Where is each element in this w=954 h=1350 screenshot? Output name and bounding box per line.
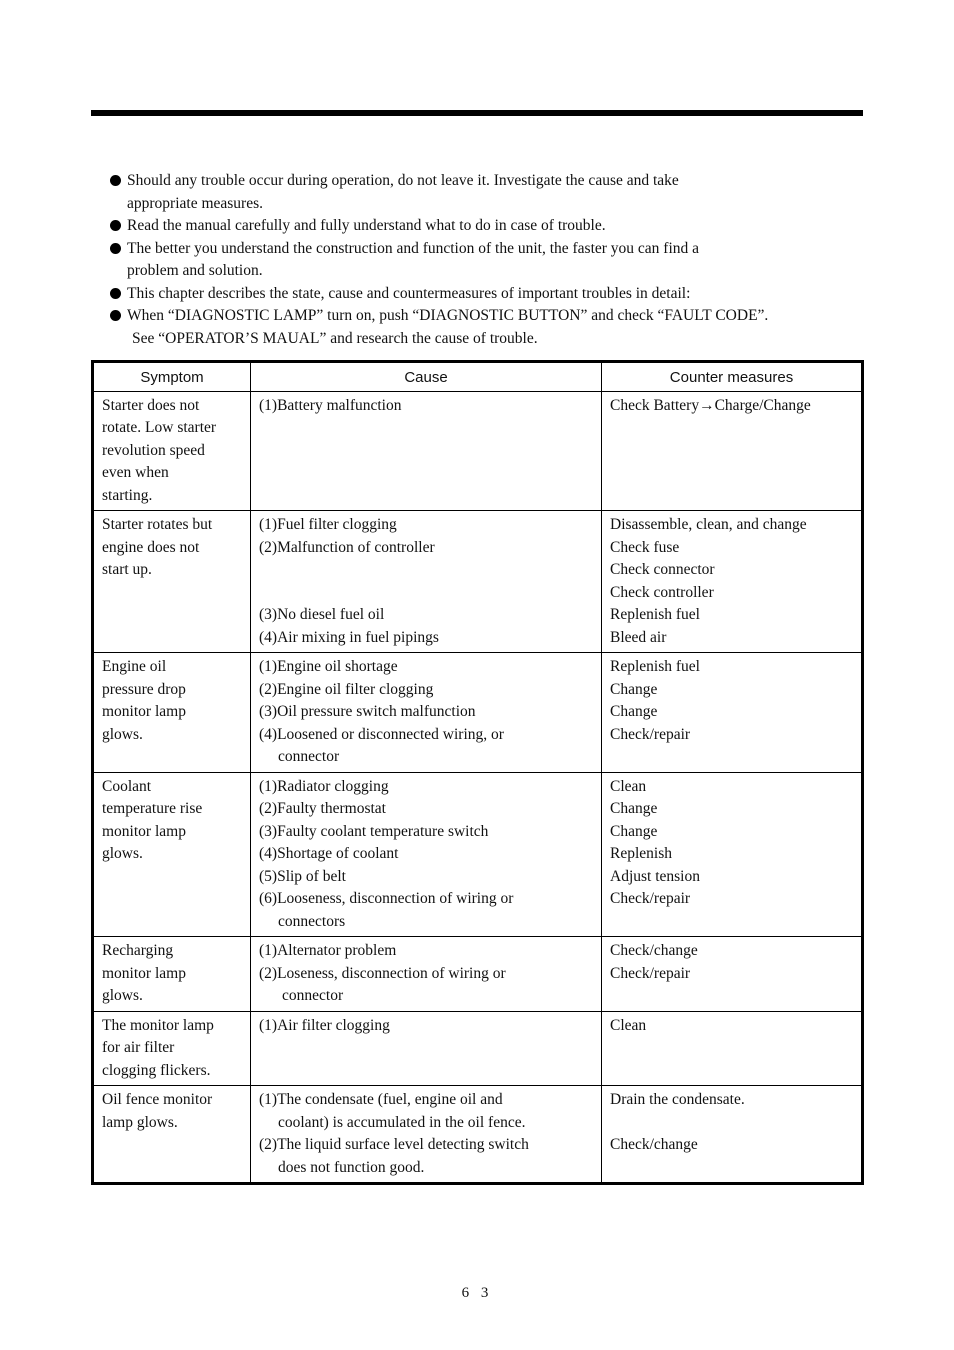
spacer [259, 582, 593, 605]
cause-line: (1)Battery malfunction [259, 396, 402, 414]
table-row [93, 1011, 863, 1086]
symptom-line: clogging flickers. [102, 1061, 211, 1079]
cause-line: (1)Alternator problem [259, 942, 397, 959]
table-row [93, 1086, 863, 1184]
symptom-line: starting. [102, 486, 153, 504]
symptom-line: monitor lamp [102, 703, 186, 720]
note-item [108, 305, 850, 350]
cause-line: does not function good. [278, 1158, 425, 1176]
counter-line: Change [610, 800, 658, 817]
header-cause: Cause [251, 362, 602, 392]
note-item [108, 170, 850, 215]
symptom-line: lamp glows. [102, 1113, 178, 1131]
cause-line: (4)Air mixing in fuel pipings [259, 628, 439, 646]
symptom-line: for air filter [102, 1039, 175, 1056]
symptom-line: start up. [102, 561, 152, 578]
counter-cell [602, 1011, 863, 1086]
spacer [610, 1112, 853, 1135]
note-text: Read the manual carefully and fully understand what to do in case of trouble. [127, 217, 606, 234]
cause-line: (1)The condensate (fuel, engine oil and [259, 1091, 503, 1108]
cause-line: (3)Faulty coolant temperature switch [259, 822, 489, 840]
cause-cell [251, 511, 602, 653]
counter-cell [602, 1086, 863, 1184]
cause-line: (4)Loosened or disconnected wiring, or [259, 725, 504, 743]
header-symptom: Symptom [93, 362, 251, 392]
page-number: 6 3 [461, 1285, 493, 1301]
cause-line: (2)Faulty thermostat [259, 800, 386, 817]
symptom-line: Coolant [102, 777, 152, 795]
counter-line: Change [610, 822, 658, 840]
cause-line: connector [282, 987, 344, 1004]
bullet-icon [110, 175, 121, 186]
symptom-cell [93, 1011, 251, 1086]
symptom-cell [93, 391, 251, 511]
counter-line: Check/change [610, 942, 698, 959]
counter-line: Check fuse [610, 538, 680, 556]
cause-line: (2)Engine oil filter clogging [259, 680, 434, 698]
note-text: When “DIAGNOSTIC LAMP” turn on, push “DIAGNOSTIC BUTTON” and check “FAULT CODE”. [127, 307, 769, 324]
symptom-line: engine does not [102, 538, 200, 556]
symptom-cell [93, 511, 251, 653]
symptom-line: Starter does not [102, 396, 200, 414]
table-header-row [93, 362, 863, 392]
symptom-line: temperature rise [102, 800, 203, 817]
counter-cell [602, 772, 863, 937]
counter-line: Check connector [610, 561, 715, 578]
symptom-line: rotate. Low starter [102, 419, 217, 436]
cause-line: connectors [278, 912, 346, 930]
table-row [93, 937, 863, 1012]
counter-line: Check Battery→Charge/Change [610, 396, 811, 414]
counter-line: Check controller [610, 583, 714, 601]
note-item [108, 215, 850, 238]
notes-list [108, 170, 850, 350]
cause-line: (5)Slip of belt [259, 867, 346, 885]
symptom-line: The monitor lamp [102, 1016, 214, 1034]
cause-line: (2)Loseness, disconnection of wiring or [259, 964, 506, 982]
spacer [259, 559, 593, 582]
counter-line: Check/repair [610, 964, 691, 982]
counter-line: Check/repair [610, 725, 691, 743]
symptom-cell [93, 772, 251, 937]
cause-line: (2)The liquid surface level detecting switch [259, 1136, 529, 1153]
counter-line: Replenish fuel [610, 606, 700, 623]
note-text: The better you understand the construction and function of the unit, the faster you can find a [127, 239, 700, 257]
note-text-cont: See “OPERATOR’S MAUAL” and research the cause of trouble. [132, 329, 538, 347]
cause-line: (1)Air filter clogging [259, 1016, 390, 1034]
counter-line: Bleed air [610, 628, 667, 646]
troubleshooting-table [91, 360, 864, 1185]
cause-cell [251, 937, 602, 1012]
note-item [108, 283, 850, 306]
top-rule [91, 110, 863, 116]
symptom-cell [93, 937, 251, 1012]
counter-line: Replenish [610, 845, 672, 862]
bullet-icon [110, 310, 121, 321]
counter-line: Replenish fuel [610, 658, 700, 675]
note-text: Should any trouble occur during operation, do not leave it. Investigate the cause and take [127, 172, 679, 189]
counter-line: Change [610, 680, 658, 698]
counter-cell [602, 937, 863, 1012]
header-counter-measures: Counter measures [602, 362, 863, 392]
cause-line: (1)Fuel filter clogging [259, 516, 397, 533]
table-row [93, 511, 863, 653]
note-text: This chapter describes the state, cause and countermeasures of important troubles in detail: [127, 284, 691, 302]
counter-line: Check/repair [610, 890, 691, 907]
counter-cell [602, 391, 863, 511]
cause-cell [251, 653, 602, 773]
cause-cell [251, 1011, 602, 1086]
note-text-cont: problem and solution. [127, 262, 263, 279]
counter-line: Adjust tension [610, 867, 700, 885]
cause-line: (3)Oil pressure switch malfunction [259, 703, 476, 720]
cause-line: (4)Shortage of coolant [259, 845, 399, 862]
cause-line: (3)No diesel fuel oil [259, 606, 385, 623]
bullet-icon [110, 243, 121, 254]
counter-line: Check/change [610, 1136, 698, 1153]
counter-line: Disassemble, clean, and change [610, 516, 807, 533]
symptom-line: monitor lamp [102, 964, 186, 982]
cause-line: connector [278, 748, 340, 765]
symptom-line: monitor lamp [102, 822, 186, 840]
symptom-line: Engine oil [102, 658, 167, 675]
cause-line: (1)Engine oil shortage [259, 658, 398, 675]
counter-line: Clean [610, 777, 647, 795]
note-item [108, 238, 850, 283]
symptom-line: revolution speed [102, 441, 205, 459]
symptom-line: glows. [102, 725, 143, 743]
symptom-line: Starter rotates but [102, 516, 213, 533]
bullet-icon [110, 220, 121, 231]
bullet-icon [110, 288, 121, 299]
cause-line: (1)Radiator clogging [259, 777, 389, 795]
table-row [93, 391, 863, 511]
counter-cell [602, 511, 863, 653]
cause-line: coolant) is accumulated in the oil fence. [278, 1113, 526, 1131]
cause-line: (2)Malfunction of controller [259, 538, 435, 556]
cause-cell [251, 1086, 602, 1184]
table-row [93, 772, 863, 937]
cause-cell [251, 391, 602, 511]
counter-cell [602, 653, 863, 773]
note-text-cont: appropriate measures. [127, 194, 263, 212]
symptom-line: glows. [102, 987, 143, 1004]
counter-line: Change [610, 703, 658, 720]
symptom-line: glows. [102, 845, 143, 862]
counter-line: Clean [610, 1016, 647, 1034]
symptom-line: Oil fence monitor [102, 1091, 213, 1108]
symptom-line: pressure drop [102, 680, 186, 698]
counter-line: Drain the condensate. [610, 1091, 745, 1108]
cause-cell [251, 772, 602, 937]
symptom-line: Recharging [102, 942, 174, 959]
symptom-cell [93, 653, 251, 773]
table-row [93, 653, 863, 773]
symptom-line: even when [102, 464, 169, 481]
symptom-cell [93, 1086, 251, 1184]
cause-line: (6)Looseness, disconnection of wiring or [259, 890, 514, 907]
